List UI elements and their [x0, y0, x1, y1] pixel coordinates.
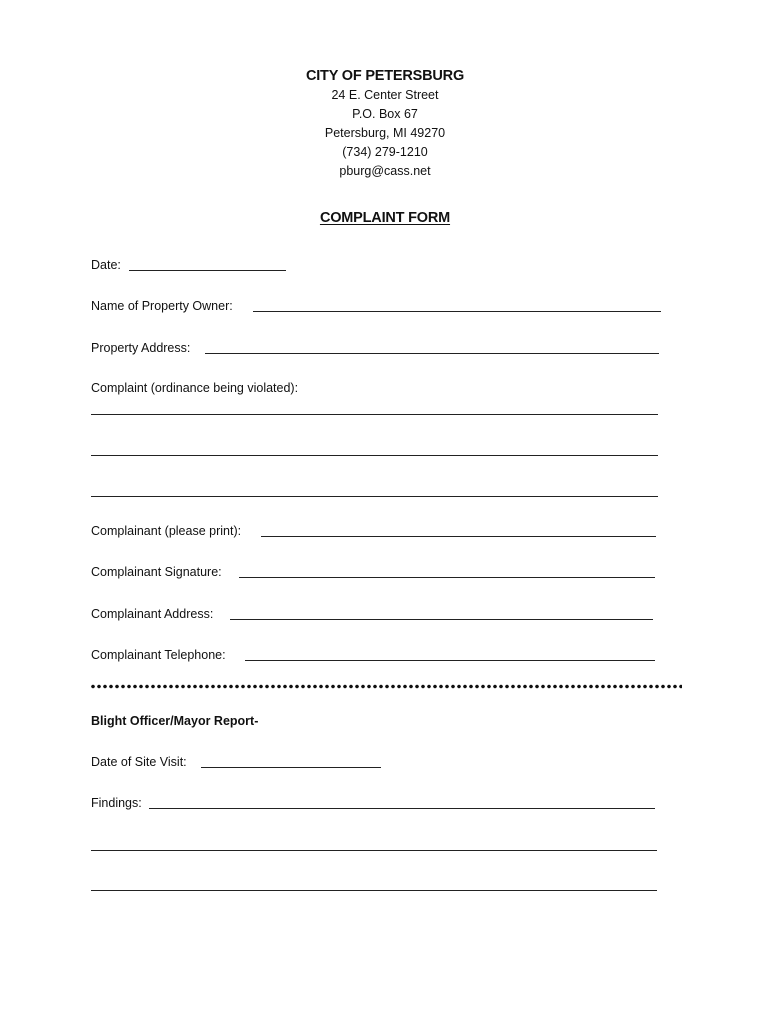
official-report-heading: Blight Officer/Mayor Report-: [91, 714, 259, 728]
findings-line[interactable]: [91, 890, 657, 891]
property-owner-row: [91, 296, 666, 316]
complainant-name-field[interactable]: [261, 536, 656, 537]
complaint-line[interactable]: [91, 414, 658, 415]
date-row: [91, 255, 291, 275]
organization-name: CITY OF PETERSBURG: [305, 68, 465, 84]
complainant-telephone-row: [91, 645, 666, 665]
complainant-name-row: [91, 521, 666, 541]
complainant-signature-label: Complainant Signature:: [91, 565, 222, 579]
findings-label: Findings:: [91, 796, 142, 810]
property-address-row: [91, 338, 666, 358]
property-owner-field[interactable]: [253, 311, 661, 312]
street-address: 24 E. Center Street: [331, 88, 439, 102]
complainant-telephone-field[interactable]: [245, 660, 655, 661]
complainant-address-row: [91, 604, 666, 624]
site-visit-date-row: [91, 752, 391, 772]
complainant-telephone-label: Complainant Telephone:: [91, 648, 226, 662]
email-address: pburg@cass.net: [339, 164, 431, 178]
complainant-signature-field[interactable]: [239, 577, 655, 578]
findings-line[interactable]: [149, 808, 655, 809]
complaint-line[interactable]: [91, 455, 658, 456]
complaint-label: Complaint (ordinance being violated):: [91, 381, 299, 395]
po-box: P.O. Box 67: [352, 107, 418, 121]
site-visit-date-field[interactable]: [201, 767, 381, 768]
site-visit-date-label: Date of Site Visit:: [91, 755, 187, 769]
complainant-address-label: Complainant Address:: [91, 607, 214, 621]
form-title: [0, 210, 770, 226]
findings-row: [91, 793, 666, 813]
complainant-signature-row: [91, 562, 666, 582]
property-address-label: Property Address:: [91, 341, 191, 355]
property-owner-label: Name of Property Owner:: [91, 299, 233, 313]
section-divider: [90, 684, 682, 689]
complainant-name-label: Complainant (please print):: [91, 524, 242, 538]
date-label: Date:: [91, 258, 121, 272]
form-title-text: COMPLAINT FORM: [319, 210, 451, 226]
letterhead: [0, 66, 770, 181]
findings-line[interactable]: [91, 850, 657, 851]
phone-number: (734) 279-1210: [342, 145, 428, 159]
complaint-row: [91, 378, 666, 398]
date-field[interactable]: [129, 270, 286, 271]
complaint-line[interactable]: [91, 496, 658, 497]
complainant-address-field[interactable]: [230, 619, 653, 620]
property-address-field[interactable]: [205, 353, 659, 354]
city-state-zip: Petersburg, MI 49270: [324, 126, 446, 140]
